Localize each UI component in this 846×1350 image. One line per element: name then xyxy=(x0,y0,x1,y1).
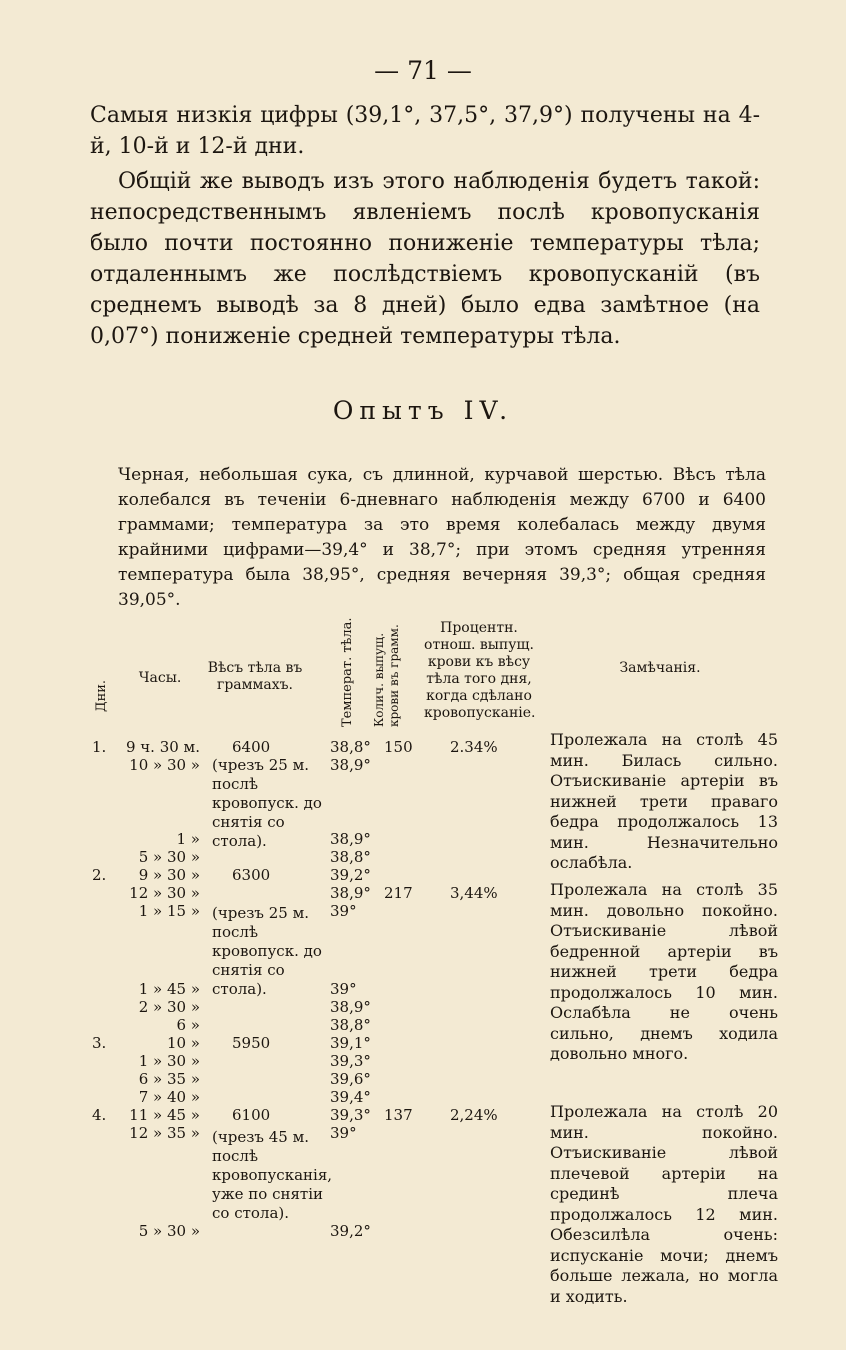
cell-hours: 9 » 30 » xyxy=(138,866,200,884)
cell-day: 3. xyxy=(92,1034,107,1052)
remark: Пролежала на столѣ 20 мин. покойно. Отъискиваніе лѣвой плечевой артеріи на срединѣ плеча продолжалось 12 мин. Обезсилѣла очень: испусканіе мочи; днемъ больше лежала, но могла и ходить. xyxy=(550,1102,778,1306)
cell-hours: 1 » 15 » xyxy=(138,902,200,920)
cell-temp: 39,1° xyxy=(330,1034,371,1052)
cell-temp: 39,2° xyxy=(330,1222,371,1240)
cell-hours: 6 » xyxy=(176,1016,200,1034)
page-number: — 71 — xyxy=(374,56,472,85)
cell-hours: 11 » 45 » xyxy=(129,1106,200,1124)
cell-blood: 217 xyxy=(384,884,413,902)
cell-percent: 3,44% xyxy=(450,884,498,902)
experiment-heading: Опытъ IV. xyxy=(332,396,514,425)
cell-hours: 1 » 30 » xyxy=(138,1052,200,1070)
cell-temp: 39,3° xyxy=(330,1106,371,1124)
cell-temp: 39,4° xyxy=(330,1088,371,1106)
cell-hours: 7 » 40 » xyxy=(138,1088,200,1106)
cell-hours: 2 » 30 » xyxy=(138,998,200,1016)
cell-temp: 38,9° xyxy=(330,756,371,774)
header-temp: Температ. тѣла. xyxy=(340,617,355,727)
cell-hours: 10 » 30 » xyxy=(129,756,200,774)
cell-temp: 38,8° xyxy=(330,738,371,756)
cell-hours: 1 » 45 » xyxy=(138,980,200,998)
remark: Пролежала на столѣ 45 мин. Билась сильно. Отъискиваніе артеріи въ нижней трети праваго бедра продолжалось 13 мин. Незначительно ослабѣла. xyxy=(550,730,778,872)
weight-note: (чрезъ 45 м. послѣ кровопусканія, уже по снятіи со стола). xyxy=(212,1128,333,1222)
cell-hours: 5 » 30 » xyxy=(138,1222,200,1240)
cell-temp: 39,3° xyxy=(330,1052,371,1070)
cell-percent: 2,24% xyxy=(450,1106,498,1124)
paragraph-1: Самыя низкія цифры (39,1°, 37,5°, 37,9°) получены на 4-й, 10-й и 12-й дни. xyxy=(90,103,760,159)
header-weight: Вѣсъ тѣла въ граммахъ. xyxy=(207,660,303,693)
cell-temp: 39° xyxy=(330,980,357,998)
cell-day: 4. xyxy=(92,1106,107,1124)
cell-weight: 5950 xyxy=(232,1034,271,1052)
cell-blood: 150 xyxy=(384,738,413,756)
cell-hours: 5 » 30 » xyxy=(138,848,200,866)
header-day: Дни. xyxy=(94,679,109,712)
cell-temp: 38,8° xyxy=(330,1016,371,1034)
cell-weight: 6100 xyxy=(232,1106,271,1124)
cell-hours: 10 » xyxy=(166,1034,200,1052)
cell-day: 1. xyxy=(92,738,107,756)
cell-temp: 39° xyxy=(330,902,357,920)
cell-hours: 12 » 35 » xyxy=(129,1124,200,1142)
cell-temp: 38,8° xyxy=(330,848,371,866)
cell-hours: 12 » 30 » xyxy=(129,884,200,902)
experiment-description: Черная, небольшая сука, съ длинной, курчавой шерстью. Вѣсъ тѣла колебался въ теченіи 6-дневнаго наблюденія между 6700 и 6400 граммами; температура за это время колебалась между двумя крайними цифрами—39,4° и 38,7°; при этомъ средняя утренняя температура была 38,95°, средняя вечерняя 39,3°; общая средняя 39,05°. xyxy=(118,465,766,610)
header-percent: Процентн. отнош. выпущ. крови къ вѣсу тѣла того дня, когда сдѣлано кровопусканіе. xyxy=(424,620,536,721)
cell-temp: 39° xyxy=(330,1124,357,1142)
cell-day: 2. xyxy=(92,866,107,884)
header-blood: Колич. выпущ. крови въ грамм. xyxy=(372,624,401,727)
cell-temp: 38,9° xyxy=(330,830,371,848)
paragraph-2: Общій же выводъ изъ этого наблюденія будетъ такой: непосредственнымъ явленіемъ послѣ кровопусканія было почти постоянно пониженіе температуры тѣла; отдаленнымъ же послѣдствіемъ кровопусканій (въ среднемъ выводѣ за 8 дней) было едва замѣтное (на 0,07°) пониженіе средней температуры тѣла. xyxy=(90,169,760,349)
weight-note: (чрезъ 25 м. послѣ кровопуск. до снятія со стола). xyxy=(212,756,322,850)
header-hours: Часы. xyxy=(138,670,182,686)
cell-blood: 137 xyxy=(384,1106,413,1124)
cell-temp: 39,6° xyxy=(330,1070,371,1088)
cell-hours: 9 ч. 30 м. xyxy=(125,738,200,756)
cell-weight: 6400 xyxy=(232,738,271,756)
cell-hours: 6 » 35 » xyxy=(138,1070,200,1088)
cell-temp: 39,2° xyxy=(330,866,371,884)
remark: Пролежала на столѣ 35 мин. довольно покойно. Отъискиваніе лѣвой бедренной артеріи въ нижней трети бедра продолжалось 10 мин. Ослабѣла не очень сильно, днемъ ходила довольно много. xyxy=(550,880,778,1063)
cell-percent: 2.34% xyxy=(450,738,498,756)
weight-note: (чрезъ 25 м. послѣ кровопуск. до снятія со стола). xyxy=(212,904,322,998)
header-notes: Замѣчанія. xyxy=(619,660,701,676)
cell-hours: 1 » xyxy=(176,830,200,848)
cell-temp: 38,9° xyxy=(330,884,371,902)
cell-weight: 6300 xyxy=(232,866,271,884)
cell-temp: 38,9° xyxy=(330,998,371,1016)
